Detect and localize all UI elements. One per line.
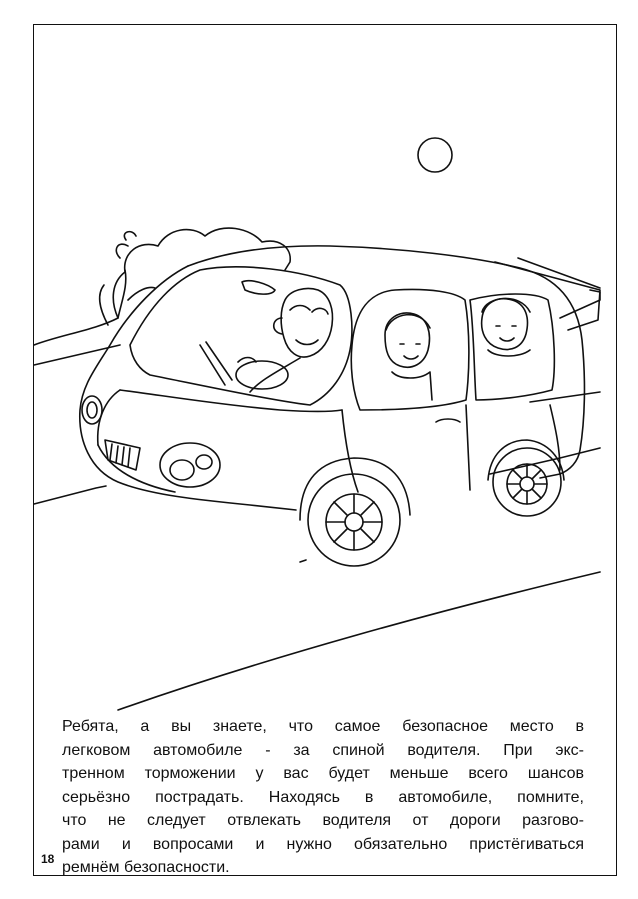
- page-number: 18: [41, 852, 55, 866]
- sun-icon: [418, 138, 452, 172]
- caption-text: [62, 715, 584, 880]
- caption-line: что не следует отвлекать водителя от дороги разгово-: [62, 812, 584, 829]
- caption-line: легковом автомобиле - за спиной водителя. При экс-: [62, 741, 584, 759]
- driver-icon: [236, 288, 332, 392]
- caption-line: тренном торможении у вас будет меньше всего шансов: [62, 765, 584, 782]
- caption-line: серьёзно пострадать. Находясь в автомобиле, помните,: [62, 788, 584, 806]
- child-passenger-icon: [385, 298, 530, 400]
- caption-line: ремнём безопасности.: [62, 859, 230, 876]
- caption-line: рами и вопросами и нужно обязательно пристёгиваться: [62, 835, 584, 853]
- caption-line: Ребята, а вы знаете, что самое безопасное место в: [62, 718, 584, 735]
- car-icon: [80, 246, 600, 566]
